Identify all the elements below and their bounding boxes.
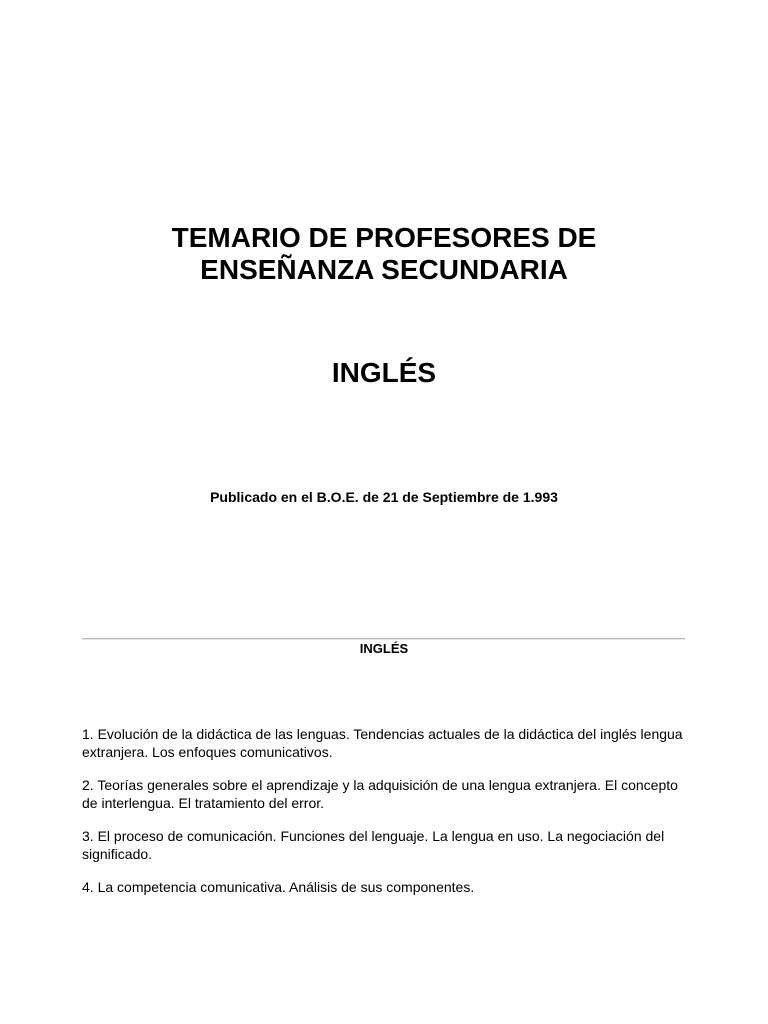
document-title [0,222,768,286]
topic-item: 1. Evolución de la didáctica de las lenguas. Tendencias actuales de la didáctica del inglés lengua extranjera. Los enfoques comunicativos. [82,726,683,760]
section-heading: INGLÉS [359,641,409,656]
topic-item: 3. El proceso de comunicación. Funciones del lenguaje. La lengua en uso. La negociación del significado. [82,828,665,862]
topic-item: 4. La competencia comunicativa. Análisis de sus componentes. [82,879,475,895]
topic-list [82,725,692,911]
document-title-line-1: TEMARIO DE PROFESORES DE [171,222,597,253]
subject-title: INGLÉS [331,357,437,388]
document-title-line-2: ENSEÑANZA SECUNDARIA [200,254,568,285]
topic-item: 2. Teorías generales sobre el aprendizaje y la adquisición de una lengua extranjera. El concepto de interlengua. El tratamiento del error. [82,777,678,811]
publication-note: Publicado en el B.O.E. de 21 de Septiembre de 1.993 [210,489,558,505]
